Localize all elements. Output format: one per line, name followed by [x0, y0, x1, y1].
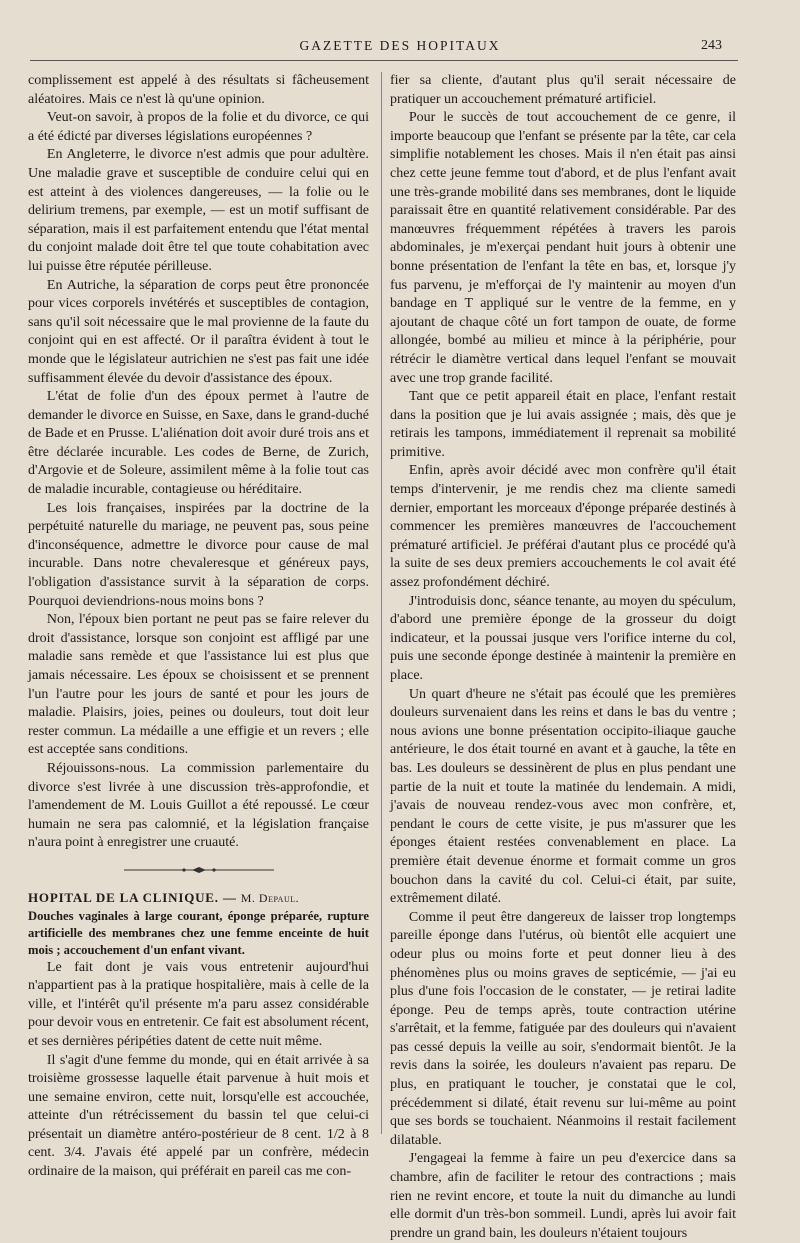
paragraph: Veut-on savoir, à propos de la folie et du divorce, ce qui a été édicté par diverses législations européennes ?	[28, 110, 369, 144]
paragraph: Le fait dont je vais vous entretenir aujourd'hui n'appartient pas à la pratique hospitalière, mais à celle de la ville, et l'intérêt qu'il présente m'a paru assez considérable pour devoir vous en entretenir. Ce fait est absolument récent, et ses dernières péripéties datent de cette nuit même.	[28, 959, 369, 1049]
paragraph: Enfin, après avoir décidé avec mon confrère qu'il était temps d'intervenir, je me rendis chez ma cliente samedi dernier, emportant les morceaux d'éponge préparée destinés à commencer les premières manœuvres de l'accouchement prématuré artificiel. Je préférai d'autant plus ce procédé qu'à la suite de ses deux premiers accouchements le col avait été assez profondément déchiré.	[390, 463, 736, 591]
page-number: 243	[701, 38, 722, 53]
left-column	[28, 72, 369, 1182]
paragraph: Pour le succès de tout accouchement de ce genre, il importe beaucoup que l'enfant se présente par la tête, car cela simplifie notablement les choses. Mais il n'en était pas ainsi chez cette jeune femme tout d'abord, et de plus l'enfant avait une très-grande mobilité dans ses membranes, dont le liquide paraissait être en quantité relativement considérable. Par des manœuvres fréquemment répétées à travers les parois abdominales, je m'exerçai pendant huit jours à obtenir une bonne présentation de l'enfant la tête en bas, et, lorsque j'y fus parvenu, je m'efforçai de l'y maintenir au moyen d'un bandage en T appliqué sur le ventre de la femme, en y ajoutant de chaque côté un fort tampon de ouate, de forme allongée, bombé au milieu et mince à la périphérie, pour rétrécir le diamètre vertical dans lequel l'enfant se mouvait avec une trop grande facilité.	[390, 110, 736, 386]
paragraph: Il s'agit d'une femme du monde, qui en était arrivée à sa troisième grossesse laquelle était parvenue à huit mois et une semaine environ, cette nuit, lorsqu'elle est accouchée, atteinte d'un rétrécissement du bassin tel que celui-ci présentait un diamètre antéro-postérieur de 8 cent. 1/2 à 8 cent. 3/4. J'avais été appelé par un confrère, médecin ordinaire de la maison, qui préférait en pareil cas me con-	[28, 1052, 369, 1180]
paragraph: Non, l'époux bien portant ne peut pas se faire relever du droit d'assistance, lorsque son conjoint est affligé par une maladie sans remède et que l'assistance lui est plus que jamais nécessaire. Les époux se choisissent et se prennent l'un l'autre pour les jours de santé et pour les jours de maladie. Plaisirs, joies, peines ou douleurs, tout doit leur rester commun. La médaille a une effigie et un revers ; elle est acceptée sans conditions.	[28, 612, 369, 758]
paragraph: Réjouissons-nous. La commission parlementaire du divorce s'est livrée à une discussion très-approfondie, et l'amendement de M. Louis Guillot a été repoussé. Le cœur humain ne sera pas calomnié, et la législation française n'aura point à enregistrer une cruauté.	[28, 760, 369, 851]
right-column	[390, 72, 736, 1243]
header-rule	[30, 60, 738, 61]
section-author: M. Depaul.	[240, 890, 300, 905]
paragraph: Un quart d'heure ne s'était pas écoulé que les premières douleurs survenaient dans les reins et dans le bas du ventre ; nous avions une bonne présentation occipito-iliaque gauche antérieure, le dos était tourné en avant et à gauche, la tête en bas. Les douleurs se dessinèrent de plus en plus pendant une partie de la nuit et toute la matinée du lendemain. A midi, j'avais de nouveau rendez-vous avec mon confrère, et, pendant le cours de cette visite, je pus m'assurer que les éponges étaient restées convenablement en place. La première était devenue énorme et formait comme un gros bouchon dans la cavité du col. Celui-ci était, par suite, extrêmement dilaté.	[390, 686, 736, 907]
paragraph: J'introduisis donc, séance tenante, au moyen du spéculum, d'abord une première éponge de la grosseur du doigt indicateur, et la poussai jusque vers l'orifice interne du col, puis une seconde éponge destinée à maintenir la première en place.	[390, 593, 736, 683]
paragraph: En Angleterre, le divorce n'est admis que pour adultère. Une maladie grave et susceptible de conduire celui qui en est atteint à des violences dangereuses, — la folie ou le delirium tremens, par exemple, — est un motif suffisant de séparation, mais il est parfaitement entendu que l'état mental du conjoint malade doit être tel que toute cohabitation avec lui puisse être réputée périlleuse.	[28, 147, 369, 274]
ornament-rule-icon	[124, 867, 274, 873]
paragraph: J'engageai la femme à faire un peu d'exercice dans sa chambre, afin de faciliter le retour des contractions ; mais rien ne revint encore, et toute la nuit du dimanche au lundi elle dormit d'un très-bon sommeil. Lundi, après lui avoir fait prendre un grand bain, les douleurs n'étaient toujours	[390, 1151, 736, 1241]
paragraph: Tant que ce petit appareil était en place, l'enfant restait dans la position que je lui avais assignée ; mais, dès que je retirais les tampons, immédiatement il reprenait sa mobilité primitive.	[390, 389, 736, 460]
column-divider	[381, 72, 382, 1134]
section-summary: Douches vaginales à large courant, éponge préparée, rupture artificielle des membranes chez une femme enceinte de huit mois ; accouchement d'un enfant vivant.	[28, 908, 369, 957]
paragraph: fier sa cliente, d'autant plus qu'il serait nécessaire de pratiquer un accouchement prématuré artificiel.	[390, 73, 736, 107]
section-ornament	[28, 867, 369, 873]
section-heading	[28, 889, 369, 908]
section-title: HOPITAL DE LA CLINIQUE. —	[28, 889, 237, 905]
paragraph: Comme il peut être dangereux de laisser trop longtemps pareille éponge dans l'utérus, où bientôt elle acquiert une odeur plus ou moins forte et peut donner lieu à des phénomènes plus ou moins graves de septicémie, — j'ai eu plus d'une fois l'occasion de le constater, — je retirai ladite éponge. Peu de temps après, toute contraction utérine s'arrêtait, et la femme, fatiguée par des douleurs qui n'avaient pas cessé depuis la veille au soir, s'endormait bientôt. Je la revis dans la soirée, les douleurs n'avaient pas reparu. De plus, en pratiquant le toucher, je constatai que le col, précédemment si dilaté, était revenu sur lui-même au point que ses bords se touchaient. Néanmoins il restait facilement dilatable.	[390, 909, 736, 1148]
paragraph: complissement est appelé à des résultats si fâcheusement aléatoires. Mais ce n'est là qu'une opinion.	[28, 73, 369, 107]
paragraph: Les lois françaises, inspirées par la doctrine de la perpétuité naturelle du mariage, ne peuvent pas, sous peine d'inconséquence, admettre le divorce pour cause de mal incurable. Dans notre chevaleresque et généreux pays, l'obligation d'assistance survit à la séparation de corps. Pourquoi deviendrions-nous moins bons ?	[28, 500, 369, 609]
paragraph: En Autriche, la séparation de corps peut être prononcée pour vices corporels invétérés et susceptibles de contagion, sans qu'il soit nécessaire que le mal provienne de la faute du conjoint qui en est affecté. Or il paraîtra évident à tout le monde que le législateur autrichien ne s'est pas fait une idée suffisamment élevée du devoir d'assistance des époux.	[28, 277, 369, 386]
running-title: GAZETTE DES HOPITAUX	[299, 38, 501, 53]
paragraph: L'état de folie d'un des époux permet à l'autre de demander le divorce en Suisse, en Saxe, dans le grand-duché de Bade et en Prusse. L'aliénation doit avoir duré trois ans et être déclarée incurable. Les codes de Berne, de Zurich, d'Argovie et de Soleure, assimilent même à la folie tout cas de maladie incurable, contagieuse ou héréditaire.	[28, 389, 369, 498]
